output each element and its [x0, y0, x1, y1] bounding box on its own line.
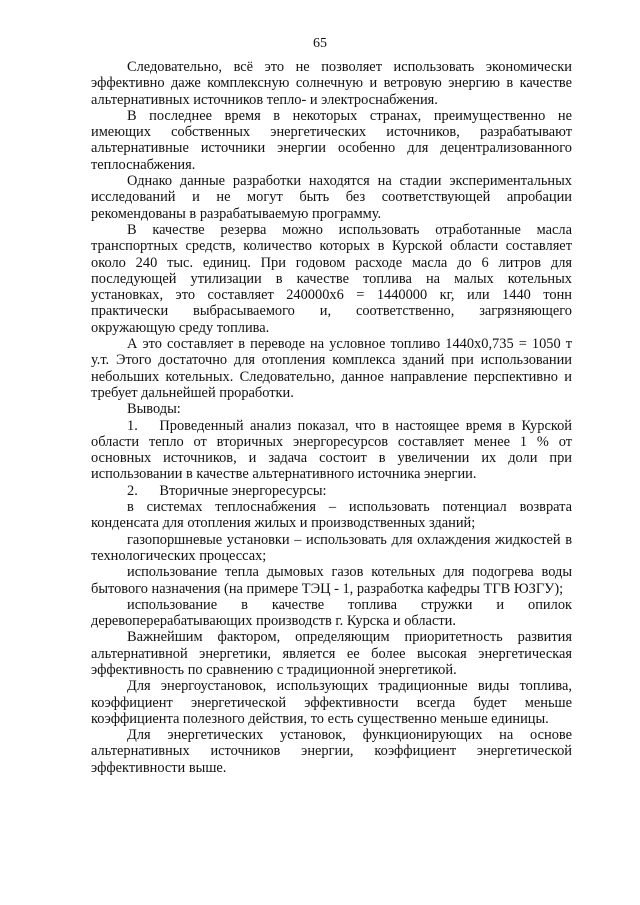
paragraph-used-oils-reserve: В качестве резерва можно использовать отработанные масла транспортных средств, количество которых в Курской области составляет около 240 тыс. единиц. При годовом расходе масла до 6 литров для последующей утилизации в качестве топлива на малых котельных установках, это составляет 240000х6 = 1440000 кг, или 1440 тонн практически выбрасываемого и, соответственно, загрязняющего окружающую среду топлива. [91, 221, 572, 336]
paragraph-key-factor: Важнейшим фактором, определяющим приоритетность развития альтернативной энергетики, является ее более высокая энергетическая эффективность по сравнению с традиционной энергетикой. [91, 629, 572, 678]
paragraph-wood-waste-fuel: использование в качестве топлива стружки и опилок деревоперерабатывающих производств г. Курска и области. [91, 596, 572, 630]
paragraph-alternative-efficiency: Для энергетических установок, функционирующих на основе альтернативных источников энергии, коэффициент энергетической эффективности выше. [91, 727, 572, 776]
paragraph-traditional-fuel-efficiency: Для энергоустановок, использующих традиционные виды топлива, коэффициент энергетической эффективности всегда будет меньше коэффициента полезного действия, то есть существенно меньше единицы. [91, 678, 572, 727]
paragraph-conclusions-heading: Выводы: [127, 401, 181, 418]
paragraph-condensate-return: в системах теплоснабжения – использовать потенциал возврата конденсата для отопления жилых и производственных зданий; [91, 499, 572, 532]
paragraph-gas-piston-units: газопоршневые установки – использовать для охлаждения жидкостей в технологических процессах; [91, 531, 572, 564]
paragraph-conclusion-1: 1. Проведенный анализ показал, что в настоящее время в Курской области тепло от вторичных энергоресурсов составляет менее 1 % от основных источников, и задача состоит в увеличении их доли при использовании в качестве альтернативного источника энергии. [91, 417, 572, 483]
paragraph-fuel-equivalent: А это составляет в переводе на условное топливо 1440х0,735 = 1050 т у.т. Этого достаточно для отопления комплекса зданий при использовании небольших котельных. Следовательно, данное направление перспективно и требует дальнейшей проработки. [91, 336, 572, 401]
page-number: 65 [313, 36, 327, 51]
paragraph-experimental-stage: Однако данные разработки находятся на стадии экспериментальных исследований и не могут быть без соответствующей апробации рекомендованы в разрабатываемую программу. [91, 173, 572, 222]
paragraph-conclusion-uneconomic: Следовательно, всё это не позволяет использовать экономически эффективно даже комплексную солнечную и ветровую энергию в качестве альтернативных источников тепло- и электроснабжения. [91, 59, 572, 108]
paragraph-flue-gas-heat: использование тепла дымовых газов котельных для подогрева воды бытового назначения (на примере ТЭЦ - 1, разработка кафедры ТГВ ЮЗГУ); [91, 564, 572, 597]
paragraph-conclusion-2: 2. Вторичные энергоресурсы: [127, 482, 327, 499]
page-body [91, 59, 572, 776]
paragraph-decentralized-heating: В последнее время в некоторых странах, преимущественно не имеющих собственных энергетических источников, разрабатывают альтернативные источники энергии особенно для децентрализованного теплоснабжения. [91, 107, 572, 173]
